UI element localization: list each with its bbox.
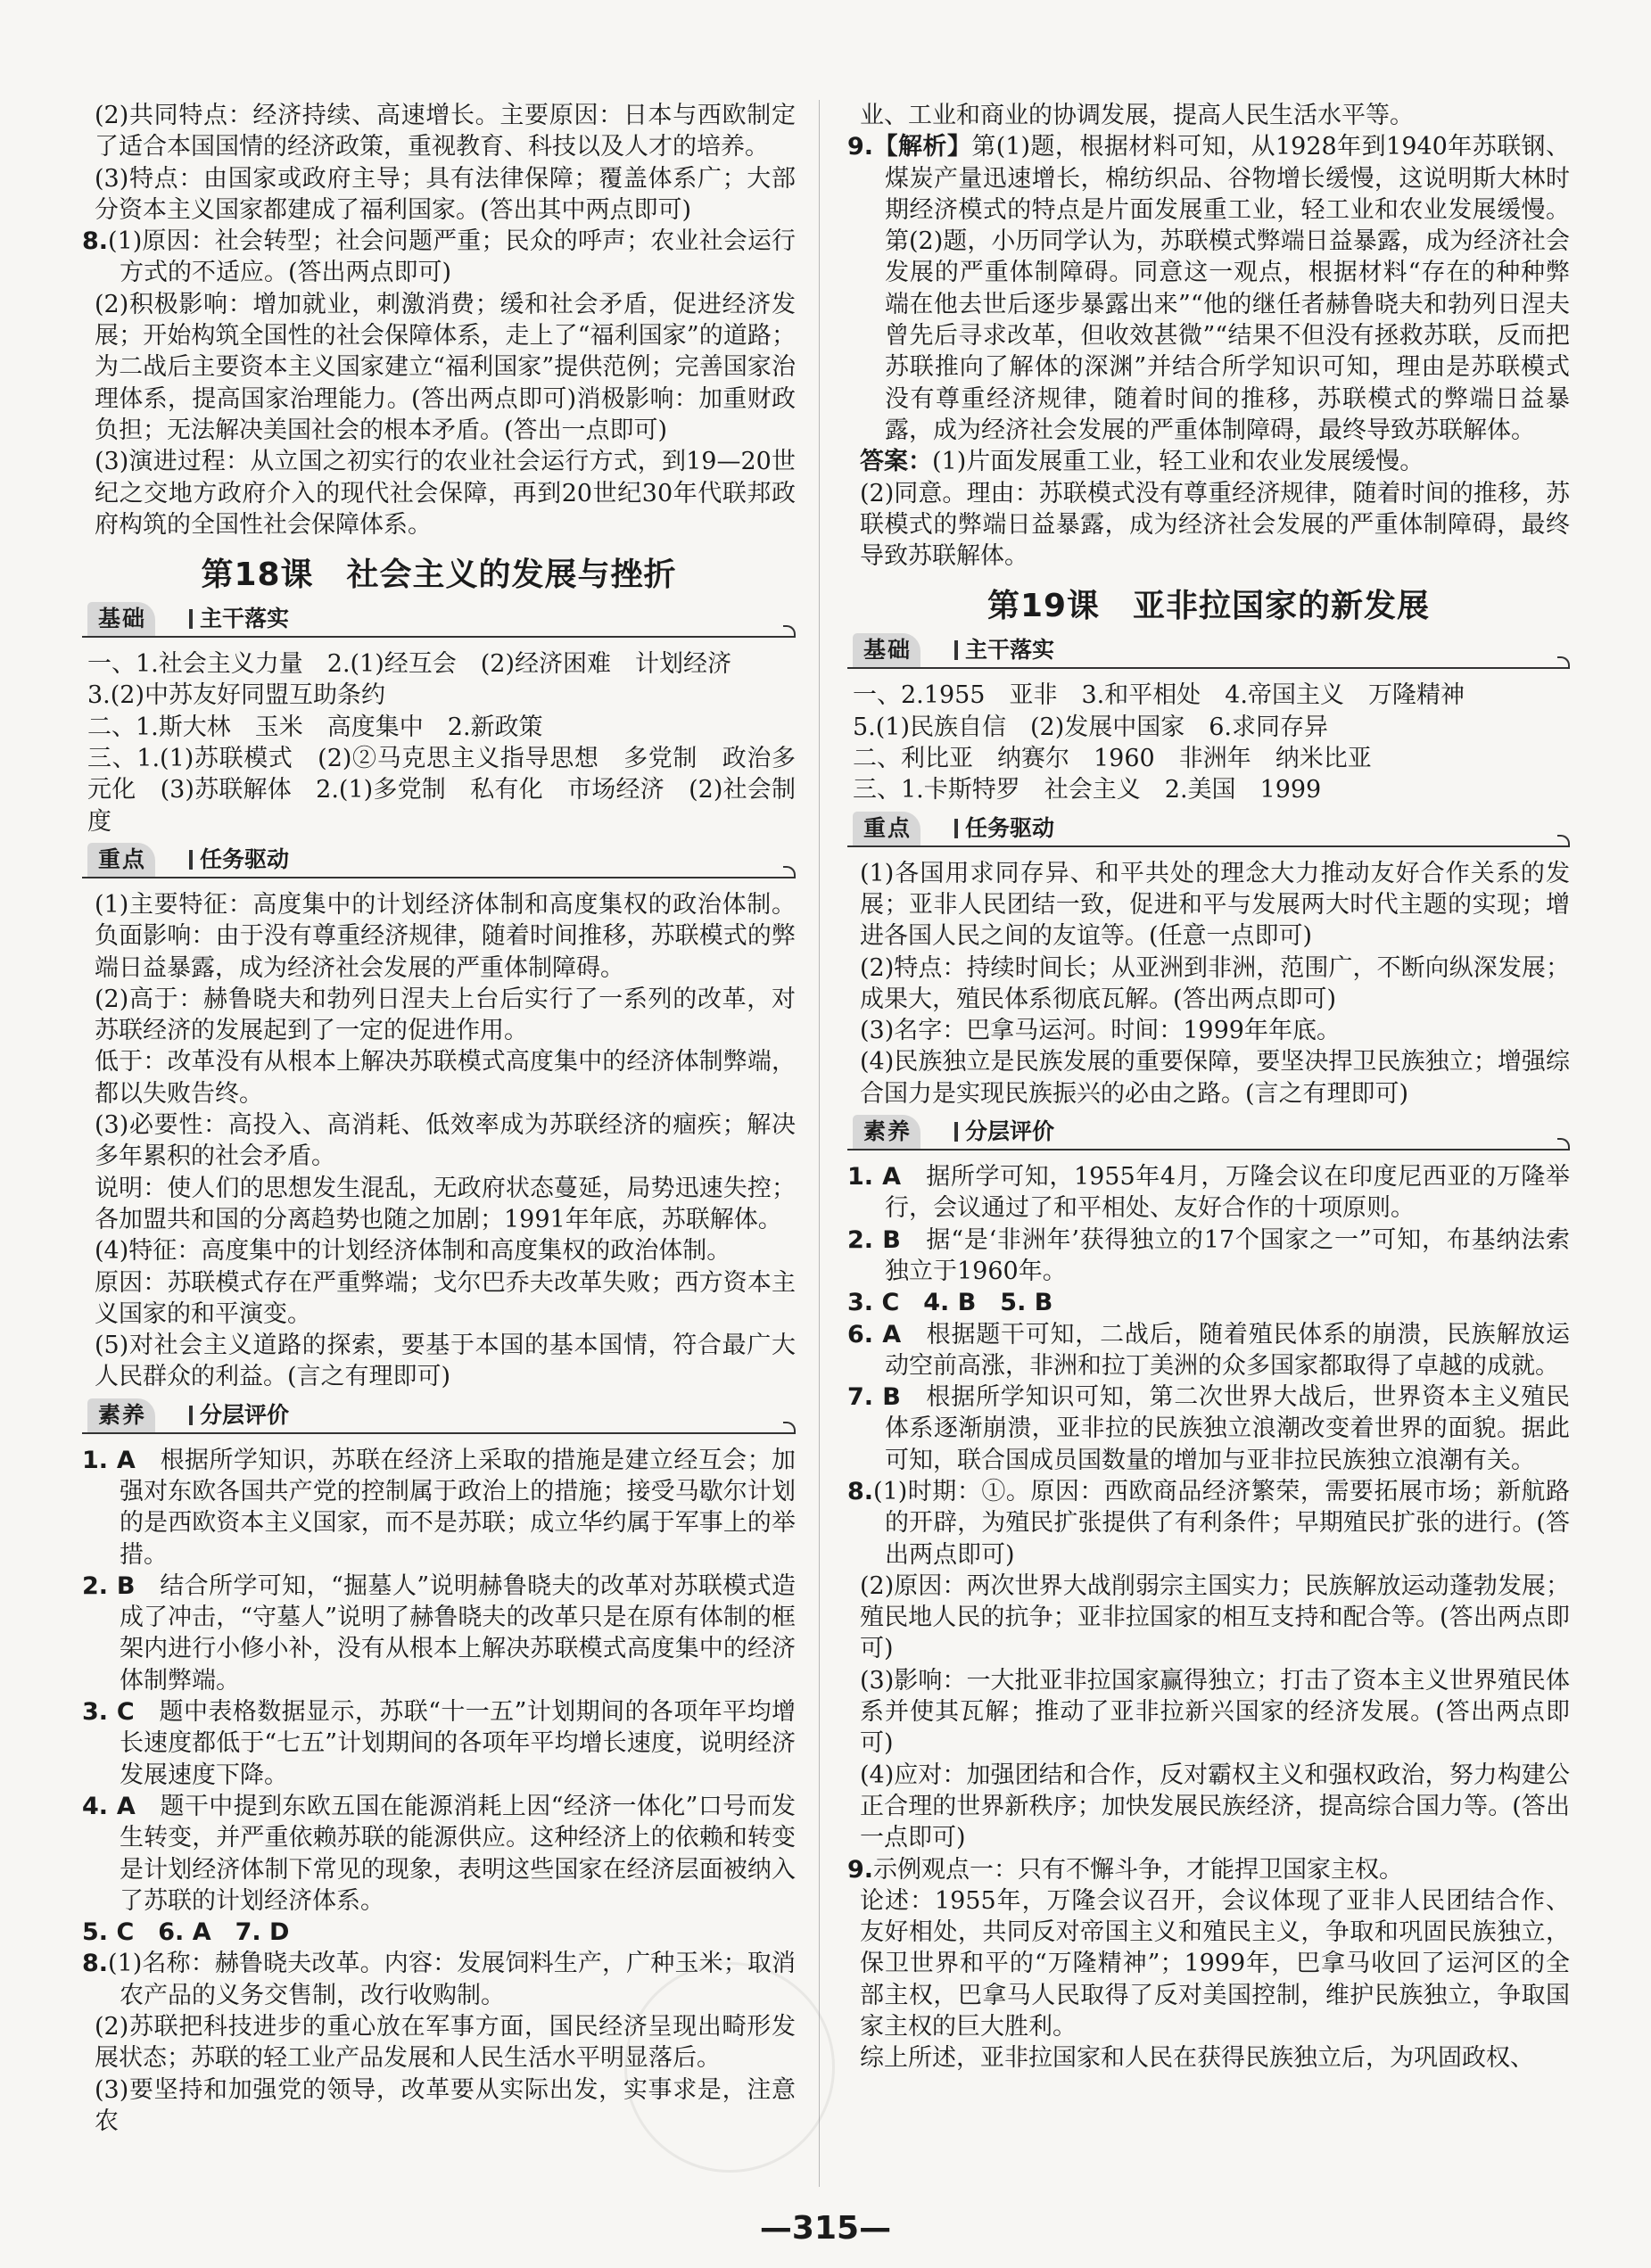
lesson-19-title: 第19课 亚非拉国家的新发展 [986, 588, 1431, 625]
key-line: 原因：苏联模式存在严重弊端；戈尔巴乔夫改革失败；西方资本主义国家的和平演变。 [95, 1268, 796, 1328]
eval-item-text: 根据所学知识可知，第二次世界大战后，世界资本主义殖民体系逐渐崩溃，亚非拉的民族独立浪潮改变着世界的面貌。据此可知，联合国成员国数量的增加与亚非拉民族独立浪潮有关。 [885, 1383, 1571, 1474]
page-number: —315— [759, 2210, 892, 2247]
section-subtitle: 分层评价 [954, 1115, 1054, 1149]
eval-item [847, 1161, 1570, 1225]
eval-q9-part: 论述：1955年，万隆会议召开，会议体现了亚非人民团结合作、友好相处，共同反对帝国主义和殖民主义，争取和巩固民族独立，保卫世界和平的“万隆精神”；1999年，巴拿马收回了运河区的全部主权，巴拿马人民取得了反对美国控制，维护民族独立，争取国家主权的巨大胜利。 [860, 1886, 1570, 2041]
eval-item-text: 据“是‘非洲年’获得独立的17个国家之一”可知，布基纳法索独立于1960年。 [885, 1225, 1570, 1285]
section-tab: 重点 [87, 843, 155, 877]
eval-answers [847, 1161, 1570, 2074]
section-rule [82, 1432, 796, 1434]
q8-number: 8. [82, 227, 109, 256]
basics-line: 3.(2)中苏友好同盟互助条约 [87, 681, 386, 710]
q8-item [82, 226, 796, 289]
eval-item [82, 1791, 796, 1917]
eval-q8-part: (2)苏联把科技进步的重心放在军事方面，国民经济呈现出畸形发展状态；苏联的轻工业产品发展和人民生活水平明显落后。 [95, 2013, 796, 2073]
eval-item-number: 2. B [82, 1571, 136, 1600]
q9-analysis [847, 131, 1570, 446]
q9-number: 9. [847, 133, 874, 161]
eval-q8-text: (1)时期：①。原因：西欧商品经济繁荣，需要拓展市场；新航路的开辟，为殖民扩张提供了有利条件；早期殖民扩张的进行。(答出两点即可) [873, 1477, 1570, 1569]
section-rule [847, 1149, 1570, 1150]
q8-part-3: (3)演进过程：从立国之初实行的农业社会运行方式，到19—20世纪之交地方政府介入的现代社会保障，再到20世纪30年代联邦政府构筑的全国性社会保障体系。 [95, 448, 796, 539]
section-header-key [847, 812, 1570, 851]
eval-q9 [847, 1854, 1570, 1885]
eval-answers [82, 1445, 796, 2138]
section-subtitle: 任务驱动 [954, 812, 1054, 845]
eval-q8-text: (1)名称：赫鲁晓夫改革。内容：发展饲料生产，广种玉米；取消农产品的义务交售制，改行收购制。 [108, 1950, 796, 2009]
section-header-eval [847, 1115, 1570, 1154]
key-line: (2)特点：持续时间长；从亚洲到非洲，范围广，不断向纵深发展；成果大，殖民体系彻底瓦解。(答出两点即可) [860, 953, 1570, 1013]
eval-item-number: 4. A [82, 1792, 136, 1820]
basics-line: 一、2.1955 亚非 3.和平相处 4.帝国主义 万隆精神 [853, 681, 1465, 710]
eval-q8-part: (3)要坚持和加强党的领导，改革要从实际出发，实事求是，注意农 [95, 2075, 796, 2135]
eval-item [82, 1571, 796, 1696]
eval-q9-text: 示例观点一：只有不懈斗争，才能捍卫国家主权。 [873, 1855, 1404, 1884]
section-rule [847, 667, 1570, 669]
eval-item-text: 根据所学知识，苏联在经济上采取的措施是建立经互会；加强对东欧各国共产党的控制属于政治上的措施；接受马歇尔计划的是西欧资本主义国家，而不是苏联；成立华约属于军事上的举措。 [120, 1446, 797, 1569]
eval-q8-number: 8. [82, 1950, 109, 1978]
q9-analysis-text: 第(1)题，根据材料可知，从1928年到1940年苏联钢、煤炭产量迅速增长，棉纺织品、谷物增长缓慢，这说明斯大林时期经济模式的特点是片面发展重工业，轻工业和农业发展缓慢。第(2)题，小历同学认为，苏联模式弊端日益暴露，成为经济社会发展的严重体制障碍。同意这一观点，根据材料“存在的种种弊端在他去世后逐步暴露出来”“他的继任者赫鲁晓夫和勃列日涅夫曾先后寻求改革，但收效甚微”“结果不但没有拯救苏联，反而把苏联推向了解体的深渊”并结合所学知识可知，理由是苏联模式没有尊重经济规律，随着时间的推移，苏联模式的弊端日益暴露，成为经济社会发展的严重体制障碍，最终导致苏联解体。 [885, 133, 1571, 444]
key-answers [82, 889, 796, 1393]
intro-para-3: (3)特点：由国家或政府主导；具有法律保障；覆盖体系广；大部分资本主义国家都建成了福利国家。(答出其中两点即可) [95, 164, 796, 224]
section-header-basics [82, 602, 796, 641]
analysis-tag: 【解析】 [873, 133, 972, 161]
eval-item [847, 1381, 1570, 1476]
eval-short-answers: 3. C 4. B 5. B [847, 1289, 1053, 1317]
section-rule [82, 636, 796, 638]
lesson-18-title: 第18课 社会主义的发展与挫折 [201, 557, 677, 594]
basics-line: 5.(1)民族自信 (2)发展中国家 6.求同存异 [853, 713, 1329, 741]
eval-q8-number: 8. [847, 1477, 874, 1505]
section-subtitle: 主干落实 [189, 602, 289, 636]
key-line: (1)各国用求同存异、和平共处的理念大力推动友好合作关系的发展；亚非人民团结一致，促进和平与发展两大时代主题的实现；增进各国人民之间的友谊等。(任意一点即可) [860, 859, 1570, 951]
eval-item-text: 题中表格数据显示，苏联“十一五”计划期间的各项年平均增长速度都低于“七五”计划期间的各项年平均增长速度，说明经济发展速度下降。 [120, 1698, 797, 1789]
key-line: (5)对社会主义道路的探索，要基于本国的基本国情，符合最广大人民群众的利益。(言之有理即可) [95, 1332, 796, 1391]
section-subtitle: 分层评价 [189, 1398, 289, 1432]
eval-q8-part: (4)应对：加强团结和合作，反对霸权主义和强权政治，努力构建公正合理的世界新秩序；加快发展民族经济，提高综合国力等。(答出一点即可) [860, 1761, 1570, 1852]
eval-q8-part: (2)原因：两次世界大战削弱宗主国实力；民族解放运动蓬勃发展；殖民地人民的抗争；亚非拉国家的相互支持和配合等。(答出两点即可) [860, 1571, 1570, 1663]
eval-q9-number: 9. [847, 1855, 874, 1884]
left-column [82, 100, 796, 2142]
right-column [847, 100, 1570, 2080]
key-line: (4)特征：高度集中的计划经济体制和高度集权的政治体制。 [95, 1237, 731, 1266]
key-line: 说明：使人们的思想发生混乱，无政府状态蔓延，局势迅速失控；各加盟共和国的分离趋势也随之加剧；1991年年底，苏联解体。 [95, 1174, 796, 1233]
section-rule [847, 845, 1570, 847]
eval-item-number: 7. B [847, 1383, 901, 1412]
q8-text: (1)原因：社会转型；社会问题严重；民众的呼声；农业社会运行方式的不适应。(答出两点即可) [108, 227, 796, 287]
q8-part-2: (2)积极影响：增加就业，刺激消费；缓和社会矛盾，促进经济发展；开始构筑全国性的社会保障体系，走上了“福利国家”的道路；为二战后主要资本主义国家建立“福利国家”提供范例；完善国家治理体系，提高国家治理能力。(答出两点即可)消极影响：加重财政负担；无法解决美国社会的根本矛盾。(答出一点即可) [95, 290, 796, 444]
section-tab: 素养 [87, 1398, 155, 1432]
basics-line: 三、1.(1)苏联模式 (2)②马克思主义指导思想 多党制 政治多元化 (3)苏联解体 2.(1)多党制 私有化 市场经济 (2)社会制度 [87, 745, 796, 836]
q9-answer-1: 答案：(1)片面发展重工业，轻工业和农业发展缓慢。 [860, 448, 1424, 476]
section-header-basics [847, 633, 1570, 672]
eval-item-number: 3. C [82, 1698, 135, 1727]
key-line: (2)高于：赫鲁晓夫和勃列日涅夫上台后实行了一系列的改革，对苏联经济的发展起到了一定的促进作用。 [95, 985, 796, 1045]
basics-answers [82, 648, 796, 837]
key-line: 低于：改革没有从根本上解决苏联模式高度集中的经济体制弊端，都以失败告终。 [95, 1048, 796, 1108]
eval-item-text: 根据题干可知，二战后，随着殖民体系的崩溃，民族解放运动空前高涨，非洲和拉丁美洲的众多国家都取得了卓越的成就。 [885, 1320, 1571, 1380]
column-divider [819, 100, 820, 2187]
eval-q9-part: 综上所述，亚非拉国家和人民在获得民族独立后，为巩固政权、 [860, 2044, 1534, 2073]
eval-item [82, 1445, 796, 1571]
q9-answer-2: (2)同意。理由：苏联模式没有尊重经济规律，随着时间的推移，苏联模式的弊端日益暴露，成为经济社会发展的严重体制障碍，最终导致苏联解体。 [860, 479, 1570, 571]
eval-item [847, 1225, 1570, 1288]
section-tab: 基础 [87, 602, 155, 636]
section-subtitle: 任务驱动 [189, 843, 289, 877]
section-header-key [82, 843, 796, 882]
answer-label: 答案： [860, 448, 932, 476]
eval-item-number: 1. A [82, 1446, 136, 1474]
eval-q8 [82, 1948, 796, 2011]
basics-line: 二、利比亚 纳赛尔 1960 非洲年 纳米比亚 [853, 745, 1372, 773]
eval-item-text: 结合所学可知，“掘墓人”说明赫鲁晓夫的改革对苏联模式造成了冲击，“守墓人”说明了赫鲁晓夫的改革只是在原有体制的框架内进行小修小补，没有从根本上解决苏联模式高度集中的经济体制弊端。 [120, 1571, 797, 1695]
key-line: (4)民族独立是民族发展的重要保障，要坚决捍卫民族独立；增强综合国力是实现民族振兴的必由之路。(言之有理即可) [860, 1048, 1570, 1108]
section-tab: 基础 [853, 633, 920, 667]
eval-item [847, 1319, 1570, 1382]
basics-answers [847, 680, 1570, 805]
section-header-eval [82, 1398, 796, 1438]
eval-item-number: 1. A [847, 1163, 901, 1192]
key-answers [847, 858, 1570, 1109]
section-rule [82, 877, 796, 878]
key-line: (3)必要性：高投入、高消耗、低效率成为苏联经济的痼疾；解决多年累积的社会矛盾。 [95, 1111, 796, 1171]
eval-item-text: 题干中提到东欧五国在能源消耗上因“经济一体化”口号而发生转变，并严重依赖苏联的能源供应。这种经济上的依赖和转变是计划经济体制下常见的现象，表明这些国家在经济层面被纳入了苏联的计划经济体系。 [120, 1792, 797, 1915]
section-subtitle: 主干落实 [954, 633, 1054, 667]
eval-item-number: 6. A [847, 1320, 902, 1348]
continued-text: 业、工业和商业的协调发展，提高人民生活水平等。 [860, 102, 1414, 129]
eval-item-number: 2. B [847, 1225, 901, 1254]
section-tab: 重点 [853, 812, 920, 845]
basics-line: 一、1.社会主义力量 2.(1)经互会 (2)经济困难 计划经济 [87, 650, 732, 679]
key-line: (1)主要特征：高度集中的计划经济体制和高度集权的政治体制。负面影响：由于没有尊重经济规律，随着时间推移，苏联模式的弊端日益暴露，成为经济社会发展的严重体制障碍。 [95, 890, 796, 982]
eval-short-answers: 5. C 6. A 7. D [82, 1918, 290, 1947]
intro-para-2: (2)共同特点：经济持续、高速增长。主要原因：日本与西欧制定了适合本国国情的经济政策，重视教育、科技以及人才的培养。 [95, 102, 796, 161]
basics-line: 二、1.斯大林 玉米 高度集中 2.新政策 [87, 713, 543, 741]
eval-q8-part: (3)影响：一大批亚非拉国家赢得独立；打击了资本主义世界殖民体系并使其瓦解；推动了亚非拉新兴国家的经济发展。(答出两点即可) [860, 1666, 1570, 1758]
section-tab: 素养 [853, 1115, 920, 1149]
eval-q8 [847, 1476, 1570, 1571]
basics-line: 三、1.卡斯特罗 社会主义 2.美国 1999 [853, 776, 1322, 804]
key-line: (3)名字：巴拿马运河。时间：1999年年底。 [860, 1017, 1341, 1045]
eval-item-text: 据所学可知，1955年4月，万隆会议在印度尼西亚的万隆举行，会议通过了和平相处、友好合作的十项原则。 [885, 1163, 1571, 1223]
eval-item [82, 1696, 796, 1791]
